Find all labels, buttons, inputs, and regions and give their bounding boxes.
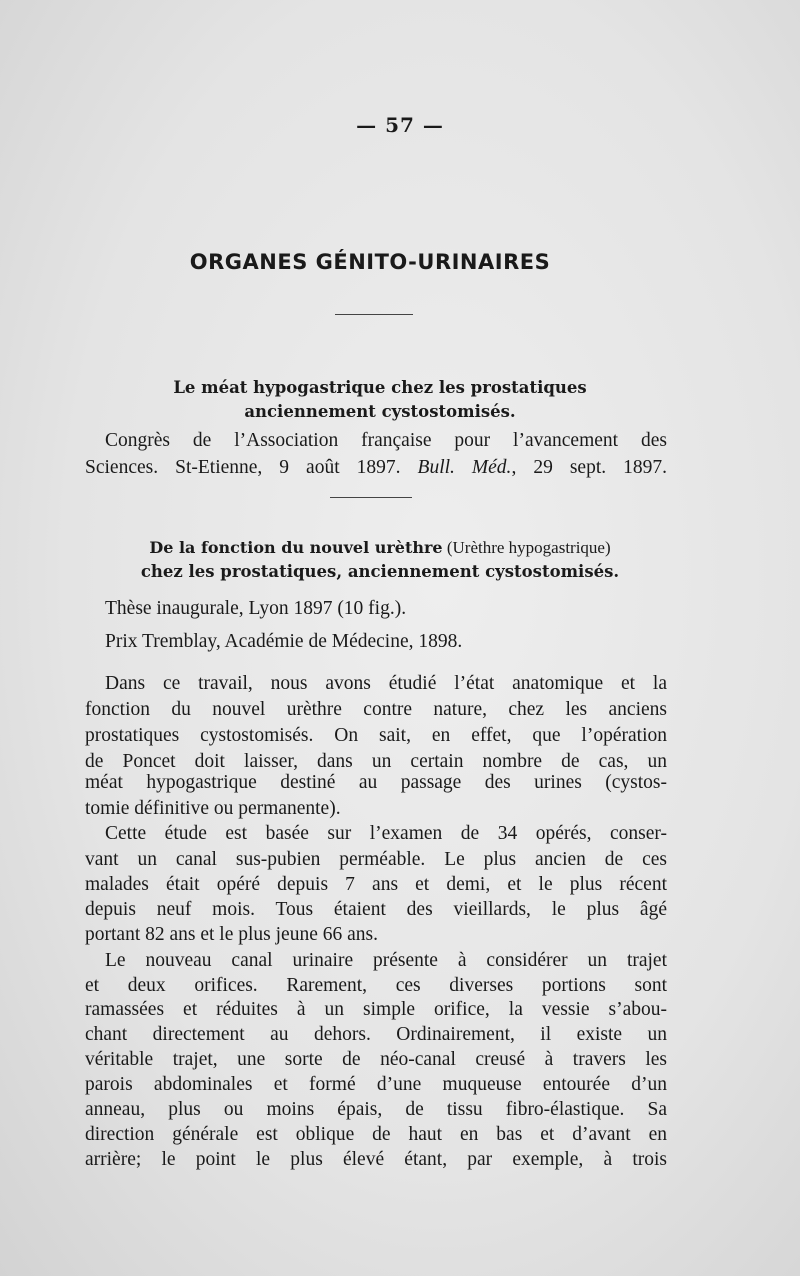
section-title: ORGANES GÉNITO-URINAIRES: [189, 250, 551, 274]
article-2-title-subtitle: (Urèthre hypogastrique): [442, 538, 611, 557]
body-line: fonction du nouvel urèthre contre nature, chez les anciens: [85, 699, 667, 720]
body-line: chant directement au dehors. Ordinairement, il existe un: [85, 1024, 667, 1045]
page-number: — 57 —: [356, 113, 444, 137]
body-line: parois abdominales et formé d’une muqueuse entourée d’un: [85, 1074, 667, 1095]
body-line: de Poncet doit laisser, dans un certain nombre de cas, un: [85, 751, 667, 772]
prize-line: Prix Tremblay, Académie de Médecine, 1898.: [105, 631, 463, 652]
body-line: anneau, plus ou moins épais, de tissu fibro-élastique. Sa: [85, 1099, 667, 1120]
show-through-texture: [60, 140, 720, 168]
article-1-citation-line-1: Congrès de l’Association française pour l’avancement des: [105, 430, 667, 451]
article-2-title-line-2: chez les prostatiques, anciennement cystostomisés.: [140, 562, 620, 581]
body-line: vant un canal sus-pubien perméable. Le plus ancien de ces: [85, 849, 667, 870]
body-line: méat hypogastrique destiné au passage des urines (cystos-: [85, 772, 667, 793]
body-line: prostatiques cystostomisés. On sait, en effet, que l’opération: [85, 725, 667, 746]
body-line: et deux orifices. Rarement, ces diverses portions sont: [85, 975, 667, 996]
body-line: direction générale est oblique de haut en bas et d’avant en: [85, 1124, 667, 1145]
article-1-citation-line-2: [85, 457, 667, 479]
body-line: Cette étude est basée sur l’examen de 34 opérés, conser-: [105, 823, 667, 844]
body-line: malades était opéré depuis 7 ans et demi, et le plus récent: [85, 874, 667, 895]
body-line: tomie définitive ou permanente).: [85, 798, 341, 819]
divider: [335, 314, 413, 315]
article-2-title-line-1: [85, 538, 675, 558]
article-2-title-bold: De la fonction du nouvel urèthre: [149, 538, 443, 557]
body-line: Le nouveau canal urinaire présente à considérer un trajet: [105, 950, 667, 971]
citation-date: , 29 sept. 1897.: [511, 457, 667, 478]
divider: [330, 497, 412, 498]
citation-venue: Sciences. St-Etienne, 9 août 1897.: [85, 457, 418, 478]
journal-name: Bull. Méd.: [417, 457, 512, 478]
article-1-title-line-2: anciennement cystostomisés.: [244, 402, 516, 421]
body-line: arrière; le point le plus élevé étant, par exemple, à trois: [85, 1149, 667, 1170]
body-line: ramassées et réduites à un simple orifice, la vessie s’abou-: [85, 999, 667, 1020]
body-line: depuis neuf mois. Tous étaient des vieillards, le plus âgé: [85, 899, 667, 920]
article-1-title-line-1: Le méat hypogastrique chez les prostatiques: [173, 378, 587, 397]
body-line: portant 82 ans et le plus jeune 66 ans.: [85, 924, 378, 945]
thesis-line: Thèse inaugurale, Lyon 1897 (10 fig.).: [105, 598, 407, 619]
body-line: véritable trajet, une sorte de néo-canal creusé à travers les: [85, 1049, 667, 1070]
body-line: Dans ce travail, nous avons étudié l’état anatomique et la: [105, 673, 667, 694]
